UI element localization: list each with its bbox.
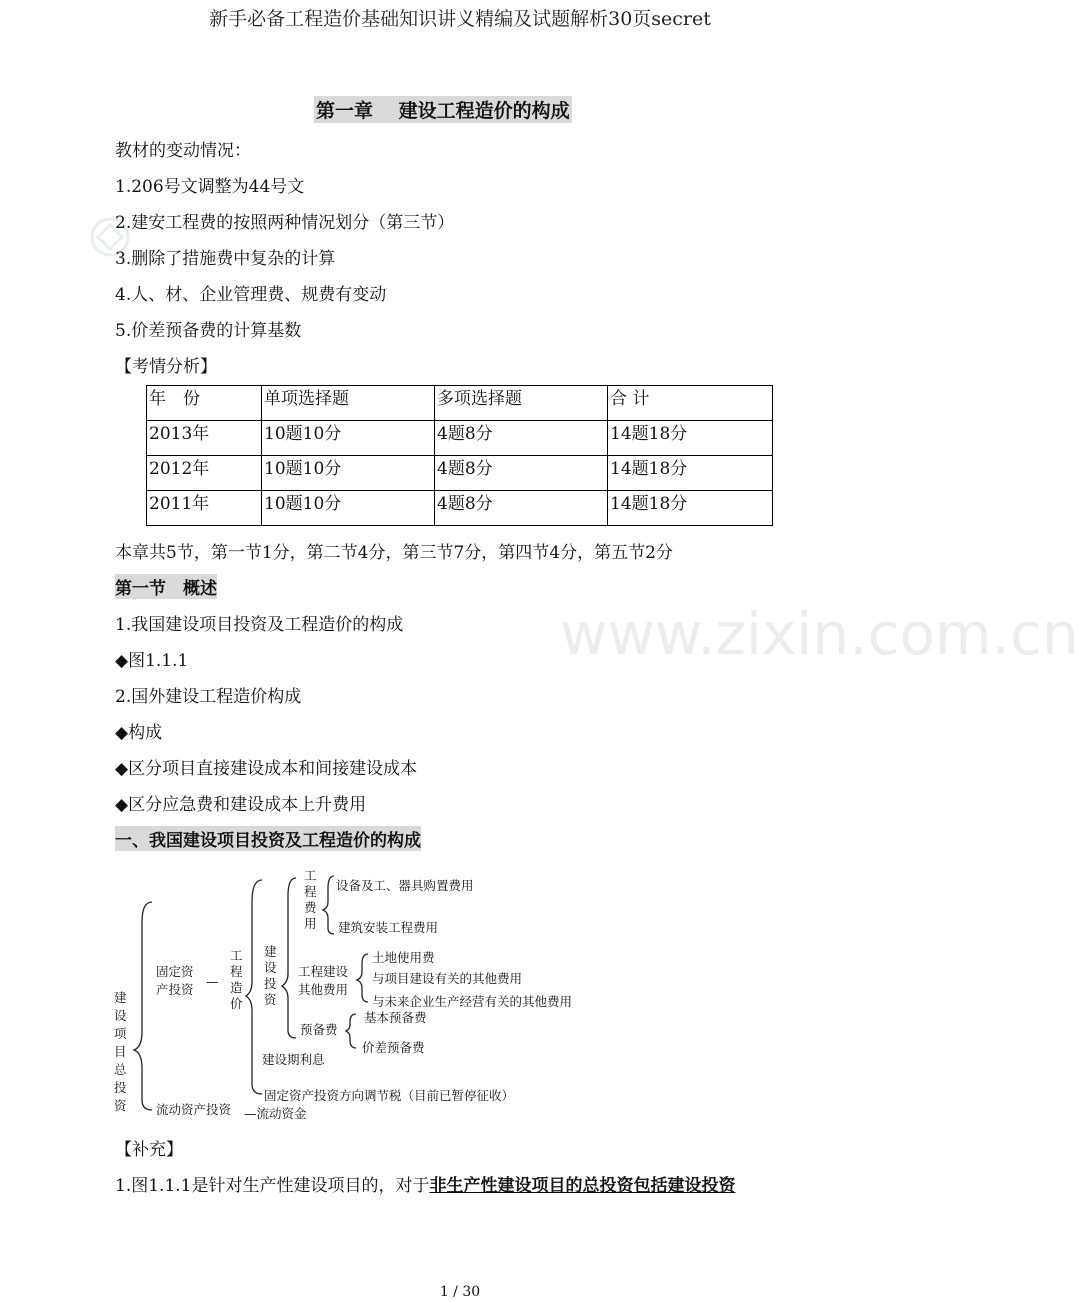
table-cell: 2011年 [147,491,262,526]
analysis-label: 【考情分析】 [115,357,217,377]
svg-text:设: 设 [264,960,277,975]
table-row [147,421,773,456]
svg-text:目: 目 [114,1044,127,1059]
table-cell: 4题8分 [435,421,608,456]
page-header: 新手必备工程造价基础知识讲义精编及试题解析30页secret [209,8,711,30]
equipment-fee: 设备及工、器具购置费用 [336,878,474,893]
svg-text:造: 造 [230,980,243,995]
project-cost-label [230,948,243,1011]
dash-connector: — [206,974,219,989]
page-number: 1 / 30 [439,1284,481,1300]
table-cell: 10题10分 [262,491,435,526]
svg-text:设: 设 [114,1008,127,1023]
table-cell: 4题8分 [435,456,608,491]
fixed-asset-line1: 固定资 [156,964,194,979]
other-fee-line1: 工程建设 [298,964,349,979]
installation-fee: 建筑安装工程费用 [338,920,439,935]
change-item: 3.删除了措施费中复杂的计算 [115,249,336,269]
svg-text:费: 费 [304,900,317,915]
table-cell: 14题18分 [608,421,773,456]
construction-invest-label [264,944,277,1007]
supplement-emphasis: 非生产性建设项目的总投资包括建设投资 [429,1176,736,1196]
svg-text:程: 程 [230,964,243,979]
table-header-cell: 多项选择题 [435,386,608,421]
table-row [147,456,773,491]
working-asset-label: 流动资产投资 [156,1102,232,1117]
svg-text:工: 工 [304,868,317,883]
working-fund-label: —流动资金 [244,1106,307,1121]
price-reserve: 价差预备费 [362,1040,425,1055]
svg-text:资: 资 [114,1098,127,1113]
svg-text:建: 建 [114,990,127,1005]
table-cell: 10题10分 [262,456,435,491]
table-header-cell: 单项选择题 [262,386,435,421]
table-cell: 4题8分 [435,491,608,526]
section-item: ◆区分项目直接建设成本和间接建设成本 [115,759,418,779]
basic-reserve: 基本预备费 [364,1010,427,1025]
section-item: 1.我国建设项目投资及工程造价的构成 [115,615,404,635]
change-item: 2.建安工程费的按照两种情况划分（第三节） [115,213,455,233]
interest-label: 建设期利息 [262,1052,325,1067]
reserve-fee: 预备费 [300,1022,338,1037]
section-item: 2.国外建设工程造价构成 [115,687,302,707]
svg-text:用: 用 [304,916,317,931]
svg-text:投: 投 [264,976,277,991]
table-cell: 14题18分 [608,491,773,526]
svg-text:工: 工 [230,948,243,963]
investment-structure-diagram [110,862,630,1130]
change-item: 4.人、材、企业管理费、规费有变动 [115,285,387,305]
table-header-cell: 合 计 [608,386,773,421]
changes-heading: 教材的变动情况： [115,141,251,161]
other-fee-line2: 其他费用 [298,982,349,997]
svg-text:投: 投 [114,1080,127,1095]
diagram-root-label [114,990,127,1113]
change-item: 1.206号文调整为44号文 [115,177,305,197]
land-fee: 土地使用费 [372,950,435,965]
svg-text:程: 程 [304,884,317,899]
tax-label: 固定资产投资方向调节税（目前已暂停征收） [264,1088,515,1103]
future-fee: 与未来企业生产经营有关的其他费用 [372,994,573,1009]
svg-text:总: 总 [114,1062,127,1077]
table-cell: 2013年 [147,421,262,456]
chapter-summary: 本章共5节，第一节1分，第二节4分，第三节7分，第四节4分，第五节2分 [115,543,673,563]
chapter-title: 第一章 建设工程造价的构成 [314,96,572,123]
section-item: ◆区分应急费和建设成本上升费用 [115,795,367,815]
svg-text:资: 资 [264,992,277,1007]
change-item: 5.价差预备费的计算基数 [115,321,302,341]
supplement-plain: 1.图1.1.1是针对生产性建设项目的，对于 [115,1176,430,1196]
watermark-text: www.zixin.com.cn [560,600,1079,668]
svg-text:建: 建 [264,944,277,959]
table-cell: 2012年 [147,456,262,491]
subsection-title: 一、我国建设项目投资及工程造价的构成 [115,826,421,851]
engineering-fee-label [304,868,317,931]
table-cell: 14题18分 [608,456,773,491]
fixed-asset-line2: 产投资 [156,982,194,997]
exam-stats-table [146,385,773,526]
table-header-row [147,386,773,421]
supplement-text [115,1171,735,1196]
section-title: 第一节 概述 [115,574,217,599]
related-fee: 与项目建设有关的其他费用 [372,971,523,986]
table-header-cell: 年 份 [147,386,262,421]
section-item: ◆构成 [115,723,163,743]
table-row [147,491,773,526]
section-item: ◆图1.1.1 [115,651,189,671]
table-cell: 10题10分 [262,421,435,456]
supplement-label: 【补充】 [115,1140,183,1160]
svg-text:项: 项 [114,1026,127,1041]
svg-text:价: 价 [230,996,243,1011]
